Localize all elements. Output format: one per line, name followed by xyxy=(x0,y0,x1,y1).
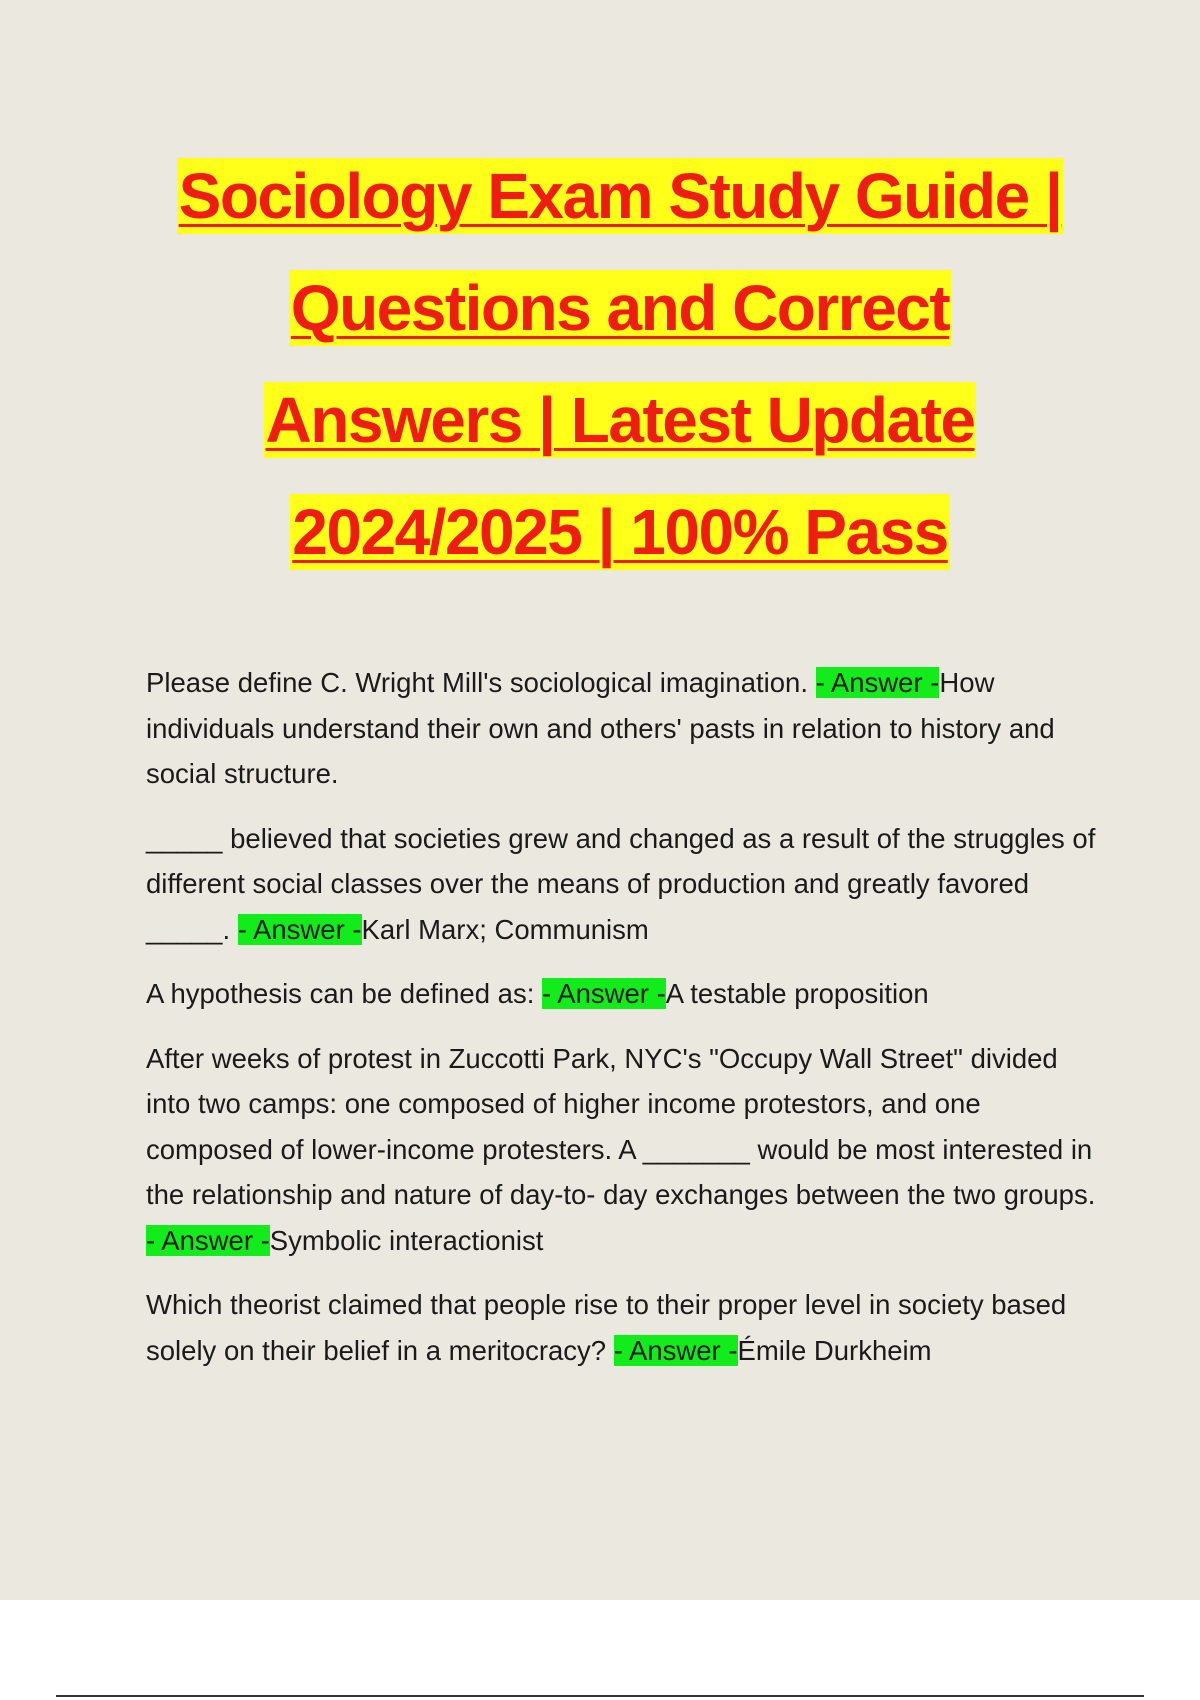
answer-text: Émile Durkheim xyxy=(737,1334,932,1366)
question-text: _____ believed that societies grew and changed as a result of the struggles of different social classes over the means of production and greatly favored _____. xyxy=(146,822,1096,945)
question-answer-list xyxy=(146,660,1096,1392)
title-line xyxy=(100,252,1140,364)
question-text: A hypothesis can be defined as: xyxy=(146,978,542,1009)
answer-text: Symbolic interactionist xyxy=(269,1224,544,1256)
answer-highlight: - Answer - xyxy=(613,1334,738,1366)
answer-text: A testable proposition xyxy=(665,978,929,1009)
title-line xyxy=(100,364,1140,476)
answer-highlight: - Answer - xyxy=(237,913,362,945)
answer-text: Karl Marx; Communism xyxy=(361,913,649,945)
title-line xyxy=(100,140,1140,252)
question-text: Which theorist claimed that people rise to their proper level in society based solely on their belief in a meritocracy? xyxy=(146,1289,1067,1366)
qa-item xyxy=(146,816,1096,953)
footer-divider xyxy=(56,1695,1144,1697)
answer-highlight: - Answer - xyxy=(541,978,666,1009)
title-line xyxy=(100,476,1140,588)
answer-highlight: - Answer - xyxy=(146,1224,270,1256)
title-line-text: Questions and Correct xyxy=(290,272,950,344)
qa-item xyxy=(146,971,1096,1017)
title-line-text: 2024/2025 | 100% Pass xyxy=(292,496,948,568)
qa-item xyxy=(146,1036,1096,1264)
question-text: After weeks of protest in Zuccotti Park, NYC's "Occupy Wall Street" divided into two camps: one composed of higher income protestors, and one composed of lower-income protesters. A _______ would be most interested in the relationship and nature of day-to- day exchanges between the two groups. xyxy=(146,1042,1096,1210)
title-line-text: Sociology Exam Study Guide | xyxy=(178,160,1062,232)
qa-item xyxy=(146,660,1096,797)
question-text: Please define C. Wright Mill's sociological imagination. xyxy=(146,667,816,698)
document-title xyxy=(100,140,1140,588)
qa-item xyxy=(146,1282,1096,1373)
answer-text: How individuals understand their own and others' pasts in relation to history and social structure. xyxy=(146,667,1055,789)
title-line-text: Answers | Latest Update xyxy=(265,384,975,456)
answer-highlight: - Answer - xyxy=(815,667,940,698)
